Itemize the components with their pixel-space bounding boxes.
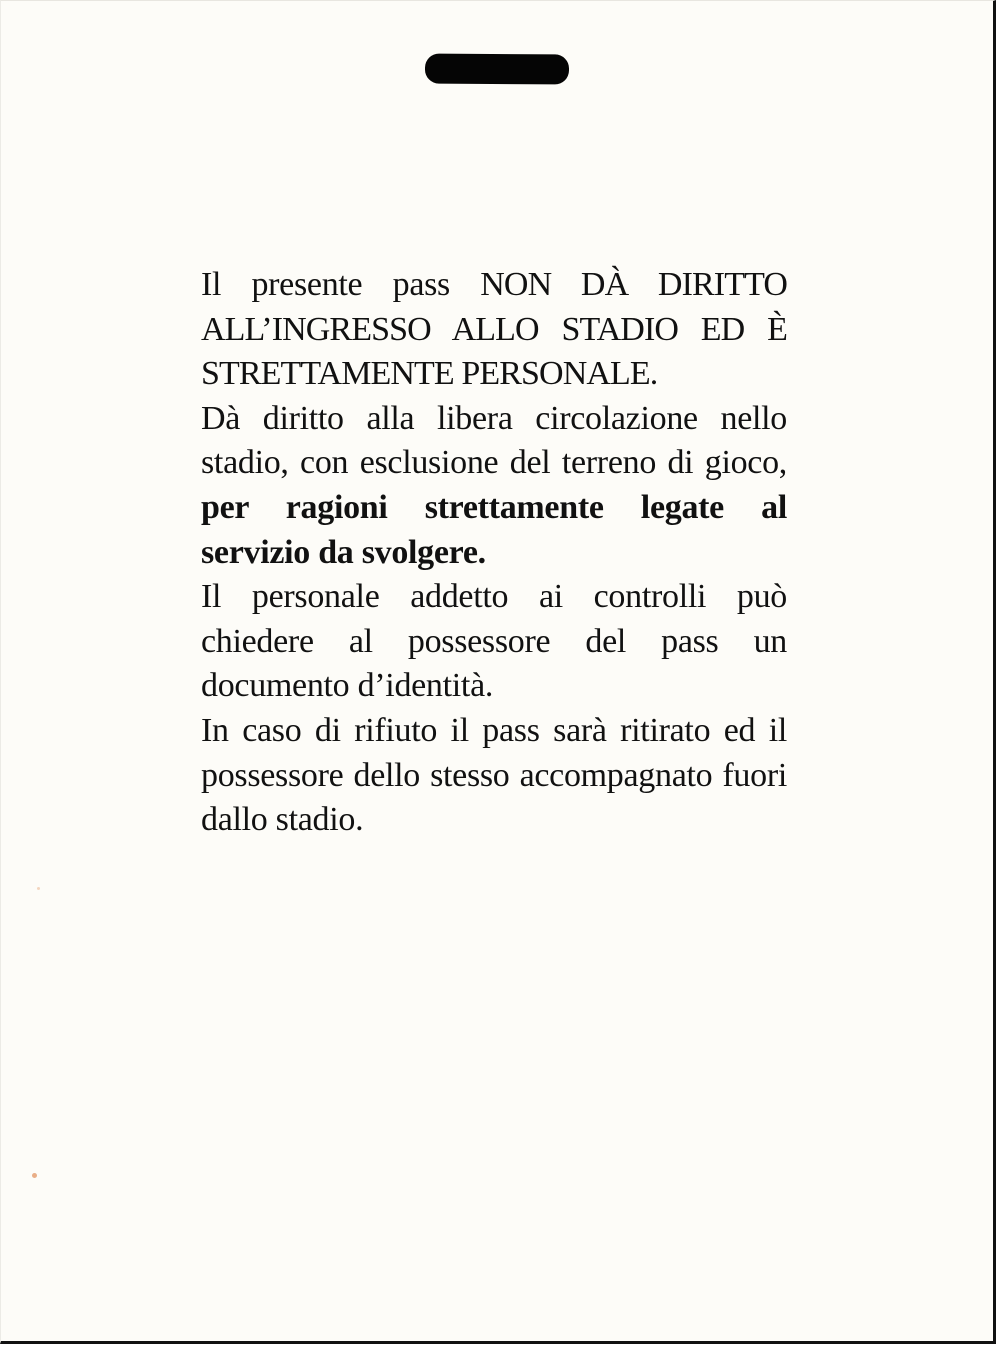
paragraph-controls: Il personale addetto ai controlli può chiedere al possessore del pass un documento d’identità. <box>201 578 787 705</box>
lanyard-slot <box>425 53 569 84</box>
paragraph-notice <box>201 263 787 397</box>
circulation-bold: per ragioni strettamente legate al servizio da svolgere. <box>201 488 787 571</box>
pass-terms-text <box>201 263 787 843</box>
paper-speck <box>37 887 40 890</box>
notice-intro: Il presente pass <box>201 266 481 303</box>
notice-caps: NON DÀ DIRITTO ALL’INGRESSO ALLO STADIO ED È STRETTAMENTE PERSONALE. <box>201 266 787 393</box>
paper-speck <box>32 1173 37 1178</box>
circulation-text: Dà diritto alla libera circolazione nello stadio, con esclusione del terreno di gioco, <box>201 399 787 482</box>
paragraph-refusal: In caso di rifiuto il pass sarà ritirato ed il possessore dello stesso accompagnato fuori dallo stadio. <box>201 711 787 839</box>
paragraph-circulation <box>201 397 787 575</box>
